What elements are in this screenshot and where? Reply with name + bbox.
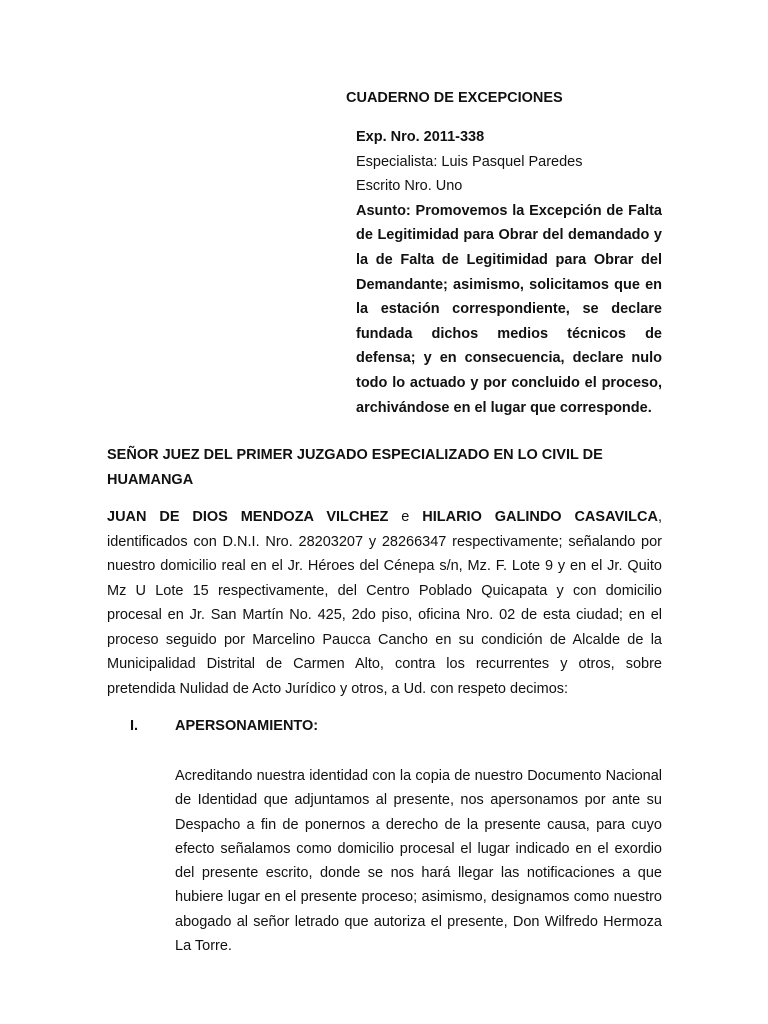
section-body: Acreditando nuestra identidad con la copia de nuestro Documento Nacional de Identidad que adjuntamos al presente, nos apersonamos por ante su Despacho a fin de ponernos a derecho de la presente causa, para cuyo efecto señalamos como domicilio procesal el lugar indicado en el exordio del presente escrito, donde se nos hará llegar las notificaciones a que hubiere lugar en el presente proceso; asimismo, designamos como nuestro abogado al señor letrado que autoriza el presente, Don Wilfredo Hermoza La Torre. (175, 768, 662, 955)
section-number: I. (130, 718, 139, 734)
section-title: APERSONAMIENTO: (175, 718, 319, 734)
subject: Asunto: Promovemos la Excepción de Falta de Legitimidad para Obrar del demandado y la de Falta de Legitimidad para Obrar del Demandante; asimismo, solicitamos que en la estación correspondiente, se declare fundada dichos medios técnicos de defensa; y en consecuencia, declare nulo todo lo actuado y por concluido el proceso, archivándose en el lugar que corresponde. (356, 202, 662, 416)
intro-text: , identificados con D.N.I. Nro. 28203207 y 28266347 respectivamente; señalando por nuestro domicilio real en el Jr. Héroes del Cénepa s/n, Mz. F. Lote 9 y en el Jr. Quito Mz U Lote 15 respectivamente, del Centro Poblado Quicapata y con domicilio procesal en Jr. San Martín No. 425, 2do piso, oficina Nro. 02 de esta ciudad; en el proceso seguido por Marcelino Paucca Cancho en su condición de Alcalde de la Municipalidad Distrital de Carmen Alto, contra los recurrentes y otros, sobre pretendida Nulidad de Acto Jurídico y otros, a Ud. con respeto decimos: (107, 509, 663, 697)
party-two: HILARIO GALINDO CASAVILCA (422, 509, 658, 525)
addressee: SEÑOR JUEZ DEL PRIMER JUZGADO ESPECIALIZADO EN LO CIVIL DE HUAMANGA (107, 447, 603, 488)
party-one: JUAN DE DIOS MENDOZA VILCHEZ (107, 509, 389, 525)
intro-paragraph (107, 505, 662, 701)
party-connector: e (388, 509, 423, 525)
specialist: Especialista: Luis Pasquel Paredes (356, 153, 583, 170)
document-title: CUADERNO DE EXCEPCIONES (346, 90, 563, 106)
case-number: Exp. Nro. 2011-338 (356, 129, 485, 145)
case-header (356, 125, 662, 420)
section-heading (130, 718, 430, 734)
filing-number: Escrito Nro. Uno (356, 178, 463, 195)
